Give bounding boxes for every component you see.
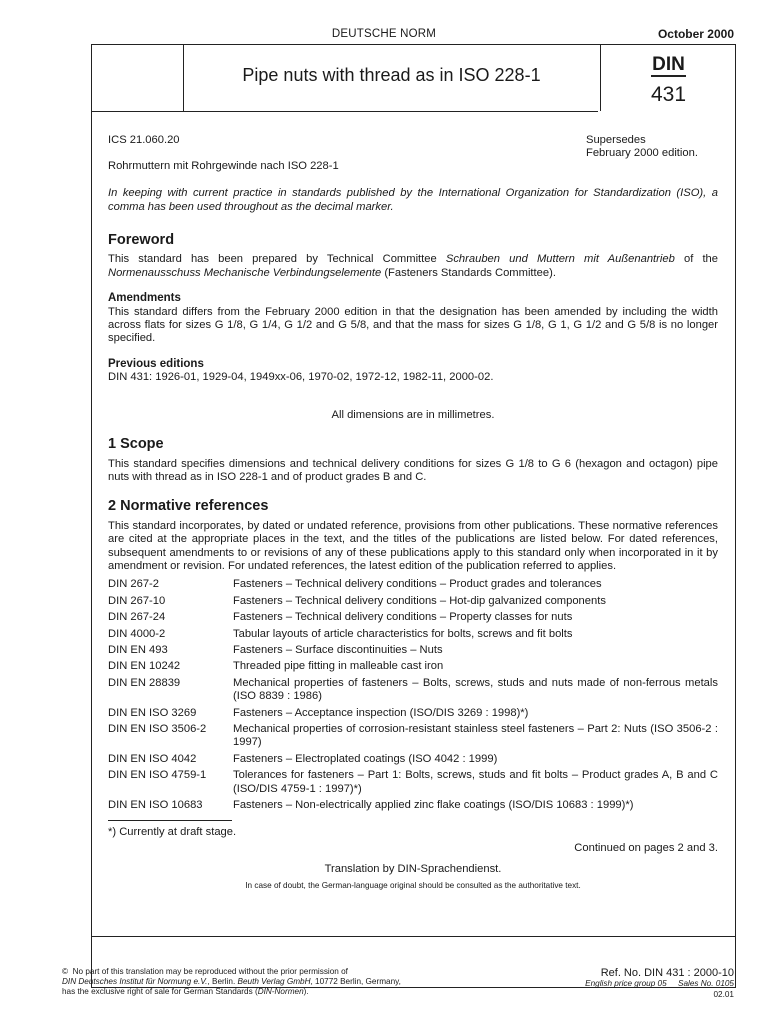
dimensions-note: All dimensions are in millimetres. bbox=[331, 408, 495, 421]
authoritative-text-note: In case of doubt, the German-language original should be consulted as the authoritative text. bbox=[245, 880, 581, 890]
copyright-icon: © bbox=[62, 967, 69, 976]
reference-title: Tabular layouts of article characteristics for bolts, screws and fit bolts bbox=[233, 627, 573, 640]
supersedes-label: Supersedes bbox=[586, 134, 646, 146]
reference-row bbox=[108, 753, 718, 766]
reference-code: DIN EN 10242 bbox=[108, 660, 181, 673]
reference-code: DIN EN ISO 4042 bbox=[108, 752, 197, 765]
scope-heading: 1 Scope bbox=[108, 436, 164, 453]
reference-title: Mechanical properties of fasteners – Bolts, screws, studs and nuts made of non-ferrous metals (ISO 8839 : 1986) bbox=[233, 676, 718, 703]
reference-code: DIN EN ISO 3269 bbox=[108, 706, 197, 719]
reference-row bbox=[108, 799, 718, 812]
german-title: Rohrmuttern mit Rohrgewinde nach ISO 228-1 bbox=[108, 159, 339, 172]
reference-row bbox=[108, 769, 718, 796]
publication-date: October 2000 bbox=[657, 27, 734, 41]
reference-row bbox=[108, 660, 718, 673]
previous-editions-heading: Previous editions bbox=[108, 357, 204, 370]
reference-row bbox=[108, 707, 718, 720]
reference-title: Fasteners – Electroplated coatings (ISO 4042 : 1999) bbox=[233, 752, 498, 765]
reference-title: Mechanical properties of corrosion-resistant stainless steel fasteners – Part 2: Nuts (ISO 3506-2 : 1997) bbox=[233, 723, 718, 749]
frame-rule-bottom bbox=[92, 936, 735, 937]
amendments-heading: Amendments bbox=[108, 292, 181, 305]
document-title: Pipe nuts with thread as in ISO 228-1 bbox=[242, 65, 541, 85]
reference-row bbox=[108, 611, 718, 624]
copyright-notice: © No part of this translation may be reproduced without the prior permission of DIN Deutsches Institut für Normung e.V., Berlin. Beuth Verlag GmbH, 10772 Berlin, Germany, has the exclusive right of sale for German Standards (DIN-Normen). bbox=[62, 967, 401, 996]
reference-code: DIN EN ISO 10683 bbox=[108, 799, 203, 812]
reference-title: Fasteners – Non-electrically applied zinc flake coatings (ISO/DIS 10683 : 1999)*) bbox=[233, 799, 634, 812]
footnote-rule bbox=[108, 820, 232, 821]
foreword-text: This standard has been prepared by Technical Committee Schrauben und Muttern mit Außenantrieb of the Normenausschuss Mechanische Verbindungselemente (Fasteners Standards Committee). bbox=[108, 253, 718, 279]
din-logo-label: DIN bbox=[652, 54, 685, 75]
document-body bbox=[108, 134, 718, 892]
reference-code: DIN EN ISO 4759-1 bbox=[108, 769, 207, 782]
din-block bbox=[600, 55, 737, 107]
footer-reference bbox=[585, 967, 734, 999]
draft-footnote: *) Currently at draft stage. bbox=[108, 826, 237, 839]
reference-title: Fasteners – Acceptance inspection (ISO/DIS 3269 : 1998)*) bbox=[233, 706, 529, 719]
reference-row bbox=[108, 644, 718, 657]
reference-code: DIN 267-24 bbox=[108, 611, 166, 624]
translation-note: Translation by DIN-Sprachendienst. bbox=[324, 863, 502, 876]
previous-editions-text: DIN 431: 1926-01, 1929-04, 1949xx-06, 1970-02, 1972-12, 1982-11, 2000-02. bbox=[108, 371, 494, 384]
reference-row bbox=[108, 723, 718, 750]
reference-list bbox=[108, 578, 718, 812]
reference-number: Ref. No. DIN 431 : 2000-10 bbox=[600, 967, 734, 979]
reference-title: Fasteners – Technical delivery conditions – Property classes for nuts bbox=[233, 611, 573, 624]
scope-text: This standard specifies dimensions and technical delivery conditions for sizes G 1/8 to G 6 (hexagon and octagon) pipe nuts with thread as in ISO 228-1 and of product grades B and C. bbox=[108, 457, 718, 483]
reference-row bbox=[108, 677, 718, 704]
din-number: 431 bbox=[650, 83, 687, 106]
continued-note: Continued on pages 2 and 3. bbox=[574, 841, 718, 854]
ics-code: ICS 21.060.20 bbox=[108, 134, 180, 146]
foreword-heading: Foreword bbox=[108, 232, 175, 249]
reference-title: Fasteners – Technical delivery conditions – Hot-dip galvanized components bbox=[233, 594, 606, 607]
reference-title: Threaded pipe fitting in malleable cast iron bbox=[233, 660, 444, 673]
frame-rule-title bbox=[92, 111, 598, 112]
reference-code: DIN EN 493 bbox=[108, 643, 168, 656]
price-group: English price group 05 Sales No. 0105 bbox=[585, 979, 734, 988]
reference-title: Fasteners – Surface discontinuities – Nuts bbox=[233, 643, 443, 656]
reference-row bbox=[108, 628, 718, 641]
document-type: DEUTSCHE NORM bbox=[331, 28, 437, 40]
normative-references-heading: 2 Normative references bbox=[108, 498, 269, 515]
reference-code: DIN EN ISO 3506-2 bbox=[108, 723, 207, 735]
normative-references-text: This standard incorporates, by dated or undated reference, provisions from other publications. These normative references are cited at the appropriate places in the text, and the titles of the publications are listed below. For dated references, subsequent amendments to or revisions of any of these publications apply to this standard only when incorporated in it by amendment or revision. For undated references, the latest edition of the publication referred to applies. bbox=[108, 519, 718, 572]
reference-code: DIN 4000-2 bbox=[108, 627, 166, 640]
decimal-comma-note: In keeping with current practice in standards published by the International Organization for Standardization (ISO), a comma has been used throughout as the decimal marker. bbox=[108, 187, 718, 213]
supersedes-edition: February 2000 edition. bbox=[586, 147, 698, 160]
reference-title: Fasteners – Technical delivery conditions – Product grades and tolerances bbox=[233, 578, 602, 591]
reference-row bbox=[108, 578, 718, 591]
footer-code: 02.01 bbox=[713, 990, 734, 999]
reference-code: DIN 267-2 bbox=[108, 578, 159, 591]
reference-code: DIN 267-10 bbox=[108, 594, 166, 607]
amendments-text: This standard differs from the February 2000 edition in that the designation has been amended by including the width across flats for sizes G 1/8, G 1/4, G 1/2 and G 5/8, and that the mass for sizes G 1/8, G 1, G 1/2 and G 5/8 is no longer specified. bbox=[108, 305, 718, 345]
reference-code: DIN EN 28839 bbox=[108, 676, 181, 689]
reference-title: Tolerances for fasteners – Part 1: Bolts, screws, studs and fit bolts – Product grades A, B and C (ISO/DIS 4759-1 : 1997)*) bbox=[233, 769, 718, 795]
reference-row bbox=[108, 595, 718, 608]
